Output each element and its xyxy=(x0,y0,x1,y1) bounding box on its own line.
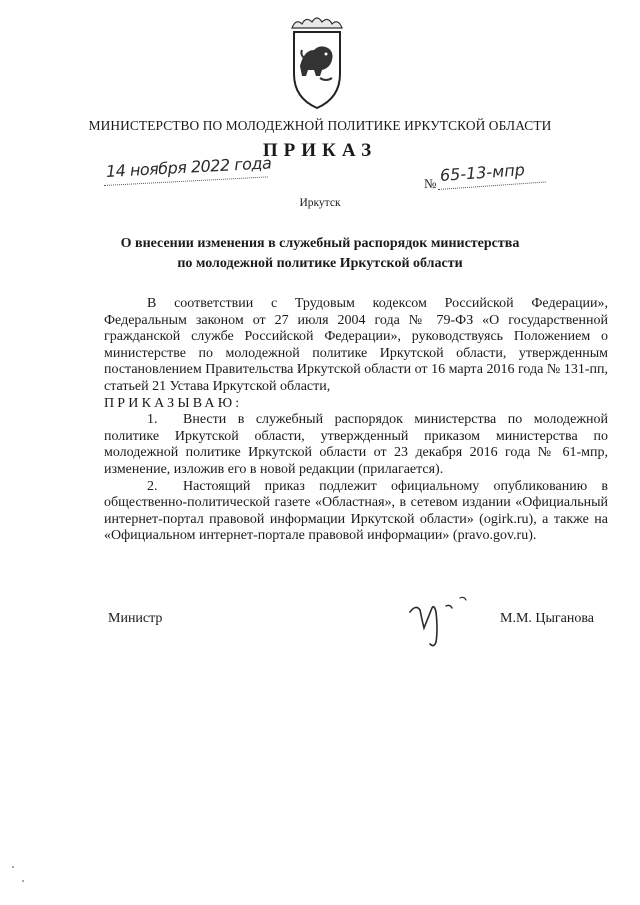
signatory-name: М.М. Цыганова xyxy=(500,611,595,626)
order-body xyxy=(104,296,608,545)
item-number: 1. xyxy=(147,412,158,428)
handwritten-signature-icon xyxy=(402,590,482,650)
order-item-1 xyxy=(104,412,608,478)
scan-speck xyxy=(12,866,14,868)
order-item-2 xyxy=(104,479,608,545)
item-number: 2. xyxy=(147,478,158,494)
item-text: Внести в служебный распорядок министерства по молодежной политике Иркутской области, утвержденный приказом министерства по молодежной политике Иркутской области от 23 декабря 2016 года № 61-мпр, изменение, изложив его в новой редакции (прилагается). xyxy=(104,412,608,477)
document-type-title: ПРИКАЗ xyxy=(262,140,378,161)
ministry-name: МИНИСТЕРСТВО ПО МОЛОДЕЖНОЙ ПОЛИТИКЕ ИРКУТСКОЙ ОБЛАСТИ xyxy=(88,118,552,133)
signatory-title: Министр xyxy=(108,611,163,626)
preamble-paragraph: В соответствии с Трудовым кодексом Российской Федерации», Федеральным законом от 27 июля 2004 года № 79-ФЗ «О государственной гражданской службе Российской Федерации», руководствуясь Положением о министерстве по молодежной политике Иркутской области, утвержденным постановлением Правительства Иркутской области от 16 марта 2016 года № 131-пп, статьей 21 Устава Иркутской области, xyxy=(104,296,608,394)
handwritten-number: 65-13-мпр xyxy=(439,160,526,185)
handwritten-date: 14 ноября 2022 года xyxy=(105,153,272,181)
item-text: Настоящий приказ подлежит официальному опубликованию в общественно-политической газете «Областная», в сетевом издании «Официальный интернет-портал правовой информации Иркутской области» (ogirk.ru), а также на «Официальном интернет-портале правовой информации» (pravo.gov.ru). xyxy=(104,478,608,544)
subject-line-2: по молодежной политике Иркутской области xyxy=(177,256,463,271)
coat-of-arms-icon xyxy=(286,14,348,112)
city-name: Иркутск xyxy=(299,197,341,209)
subject-line-1: О внесении изменения в служебный распорядок министерства xyxy=(120,236,520,251)
scan-speck xyxy=(22,880,24,882)
order-command: ПРИКАЗЫВАЮ: xyxy=(104,395,243,411)
order-subject xyxy=(0,234,640,274)
number-label: № xyxy=(424,176,437,191)
signature-block xyxy=(0,611,640,651)
